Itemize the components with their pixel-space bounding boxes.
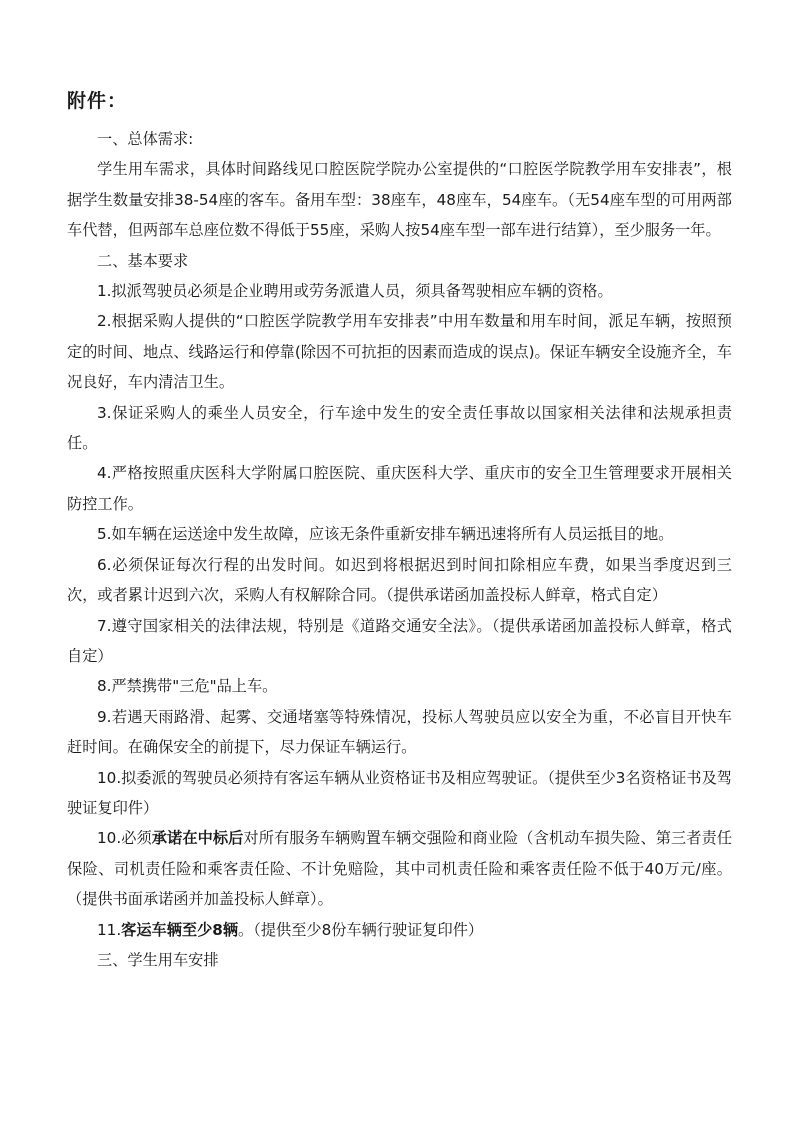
section-heading-student-transport-arrangement: 三、学生用车安排: [97, 950, 219, 969]
requirement-item-10a: 10.拟委派的驾驶员必须持有客运车辆从业资格证书及相应驾驶证。（提供至少3名资格证书及驾驶证复印件）: [67, 768, 732, 817]
requirement-item-1: 1.拟派驾驶员必须是企业聘用或劳务派遣人员，须具备驾驶相应车辆的资格。: [97, 282, 613, 301]
paragraph-student-transport-need: 学生用车需求，具体时间路线见口腔医院学院办公室提供的“口腔医学院教学用车安排表”，根据学生数量安排38-54座的客车。备用车型：38座车，48座车，54座车。（无54座车型的可用两部车代替，但两部车总座位数不得低于55座，采购人按54座车型一部车进行结算），至少服务一年。: [67, 160, 732, 240]
section-heading-overall-requirements: 一、总体需求:: [97, 130, 194, 148]
requirement-item-2: 2.根据采购人提供的“口腔医学院教学用车安排表”中用车数量和用车时间，派足车辆，按照预定的时间、地点、线路运行和停靠(除因不可抗拒的因素而造成的误点)。保证车辆安全设施齐全，车况良好，车内清洁卫生。: [67, 312, 732, 392]
requirement-item-4: 4.严格按照重庆医科大学附属口腔医院、重庆医科大学、重庆市的安全卫生管理要求开展相关防控工作。: [67, 464, 732, 513]
requirement-item-9: 9.若遇天雨路滑、起雾、交通堵塞等特殊情况，投标人驾驶员应以安全为重，不必盲目开快车赶时间。在确保安全的前提下，尽力保证车辆运行。: [67, 707, 732, 757]
requirement-item-11-rest: 。（提供至少8份车辆行驶证复印件）: [238, 920, 484, 939]
requirement-item-11: [67, 915, 732, 945]
requirement-item-6: 6.必须保证每次行程的出发时间。如迟到将根据迟到时间扣除相应车费，如果当季度迟到三次，或者累计迟到六次，采购人有权解除合同。（提供承诺函加盖投标人鲜章，格式自定）: [67, 555, 732, 605]
requirement-item-10b-prefix: 10.必须: [97, 829, 152, 848]
requirement-item-8: 8.严禁携带"三危"品上车。: [97, 677, 278, 696]
requirement-item-11-prefix: 11.: [97, 920, 122, 939]
requirement-item-10b: [67, 823, 732, 914]
requirement-item-3: 3.保证采购人的乘坐人员安全，行车途中发生的安全责任事故以国家相关法律和法规承担责任。: [67, 403, 732, 453]
requirement-item-11-bold: 客运车辆至少8辆: [121, 920, 239, 939]
document-body: [67, 124, 732, 975]
requirement-item-10b-bold: 承诺在中标后: [151, 829, 244, 848]
requirement-item-10b-rest: 对所有服务车辆购置车辆交强险和商业险（含机动车损失险、第三者责任保险、司机责任险和乘客责任险、不计免赔险，其中司机责任险和乘客责任险不低于40万元/座。（提供书面承诺函并加盖投标人鲜章）。: [67, 829, 733, 909]
attachment-title: 附件：: [67, 90, 128, 112]
requirement-item-5: 5.如车辆在运送途中发生故障，应该无条件重新安排车辆迅速将所有人员运抵目的地。: [97, 525, 674, 544]
section-heading-basic-requirements: 二、基本要求: [97, 251, 189, 270]
requirement-item-7: 7.遵守国家相关的法律法规，特别是《道路交通安全法》。（提供承诺函加盖投标人鲜章，格式自定）: [67, 616, 732, 665]
